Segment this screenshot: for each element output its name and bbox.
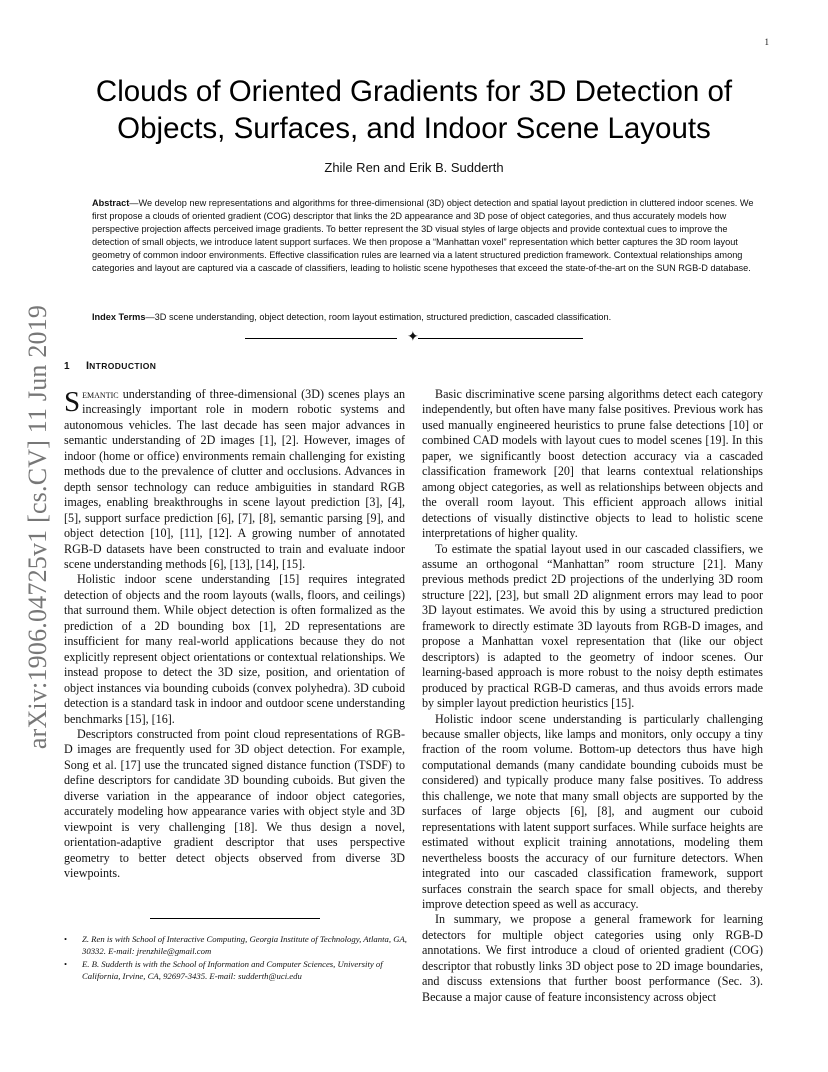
section-divider: [245, 331, 583, 345]
left-column: [64, 387, 405, 882]
index-terms-text: —3D scene understanding, object detection, room layout estimation, structured prediction, cascaded classification.: [145, 312, 612, 322]
divider-rule-right: [418, 338, 583, 339]
paper-authors: Zhile Ren and Erik B. Sudderth: [324, 160, 504, 175]
section-number: 1: [64, 361, 70, 372]
paragraph: Holistic indoor scene understanding is particularly challenging because smaller objects, like lamps and monitors, only occupy a tiny fraction of the room volume. Bottom-up detectors thus have high computational demands (many candidate bounding cuboids must be considered) and typically produce many false positives. To address this challenge, we note that many small objects are supported by the surfaces of large objects [6], [8], and augment our cuboid representations with latent support surfaces. While surface heights are estimated without explicit training annotations, modeling them nevertheless boosts the accuracy of our furniture detectors. When integrated into our cascaded classification framework, support surfaces constrain the search space for small objects, and thereby improve detection speed as well as accuracy.: [422, 711, 763, 911]
paragraph: Descriptors constructed from point cloud representations of RGB-D images are frequently used for 3D object detection. For example, Song et al. [17] use the truncated signed distance function (TSDF) to define descriptors for candidate 3D bounding cuboids. But given the diverse variation in the appearance of indoor object categories, accurately modeling how appearance varies with object style and 3D viewpoint is very challenging [18]. We thus design a novel, orientation-adaptive gradient descriptor that uses perspective geometry to better detect objects observed from diverse 3D viewpoints.: [64, 726, 405, 881]
page-number: 1: [764, 37, 769, 47]
paragraph-text: understanding of three-dimensional (3D) scenes plays an increasingly important role in modern robotic systems and autonomous vehicles. The last decade has seen major advances in semantic understanding of 2D images [1], [2]. However, images of indoor (home or office) environments remain challenging for existing methods due to the prevalence of clutter and occlusions. Advances in depth sensor technology can reduce ambiguities in standard RGB images, enabling breakthroughs in scene layout prediction [3], [4], [5], support surface prediction [6], [7], [8], semantic parsing [9], and object detection [10], [11], [12]. A growing number of annotated RGB-D datasets have been constructed to train and evaluate indoor scene understanding methods [6], [13], [14], [15].: [64, 387, 405, 571]
index-terms-label: Index Terms: [92, 312, 146, 322]
divider-rule-left: [245, 338, 397, 339]
divider-ornament-icon: ✦: [407, 330, 419, 345]
paragraph: Basic discriminative scene parsing algorithms detect each category independently, but often have many false positives. Previous work has used manually engineered heuristics to prune false detections [10] or combined CAD models with layout cues to model scenes [19]. In this paper, we significantly boost detection accuracy via a cascaded classification framework [20] that learns contextual relationships among object categories, as well as relationships between objects and the overall room layout. This efficient approach allows initial detections of visually distinctive objects to lead to holistic scene interpretations of higher quality.: [422, 387, 763, 541]
section-heading: [64, 360, 156, 372]
paragraph: [64, 387, 405, 572]
section-title-rest: NTRODUCTION: [89, 361, 157, 371]
smallcaps-lead: emantic: [82, 387, 119, 401]
footnote-text: E. B. Sudderth is with the School of Information and Computer Sciences, University of California, Irvine, CA, 92697-3435. E-mail: sudderth@uci.edu: [82, 958, 383, 982]
paragraph: To estimate the spatial layout used in our cascaded classifiers, we assume an orthogonal “Manhattan” room structure [21]. Many previous methods predict 2D projections of the underlying 3D room structure [22], [23], but small 2D alignment errors may lead to poor 3D layout estimates. We avoid this by using a structured prediction framework to directly estimate 3D layouts from RGB-D images, and propose a Manhattan voxel representation that (like our object descriptors) is adapted to the geometry of indoor scenes. Our learning-based approach is more robust to the noisy depth estimates produced by practical RGB-D cameras, and thus avoids errors made by simpler layout prediction heuristics [15].: [422, 541, 763, 711]
abstract-text: —We develop new representations and algorithms for three-dimensional (3D) object detection and spatial layout prediction in cluttered indoor scenes. We first propose a clouds of oriented gradient (COG) descriptor that links the 2D appearance and 3D pose of object categories, and thus accurately models how perspective projection affects perceived image gradients. To better represent the 3D visual styles of large objects and provide contextual cues to improve the detection of small objects, we introduce latent support surfaces. We then propose a “Manhattan voxel” representation which better captures the 3D room layout geometry of common indoor environments. Effective classification rules are learned via a latent structured prediction framework. Contextual relationships among categories and layout are captured via a cascade of classifiers, leading to holistic scene hypotheses that exceed the state-of-the-art on the SUN RGB-D database.: [92, 198, 754, 274]
footnote-text: Z. Ren is with School of Interactive Computing, Georgia Institute of Technology, Atlanta, GA, 30332. E-mail: jrenzhile@gmail.com: [82, 934, 407, 957]
footnotes: [64, 933, 409, 983]
drop-cap: S: [64, 386, 81, 418]
bullet-icon: •: [64, 934, 68, 944]
bullet-icon: •: [64, 958, 68, 969]
abstract-label: Abstract: [92, 198, 130, 208]
abstract: [92, 197, 764, 276]
footnote-rule: [150, 918, 320, 919]
arxiv-stamp[interactable]: arXiv:1906.04725v1 [cs.CV] 11 Jun 2019: [23, 304, 52, 750]
paragraph: In summary, we propose a general framework for learning detectors for multiple object categories using only RGB-D annotations. We first introduce a cloud of oriented gradient (COG) descriptor that robustly links 3D object pose to 2D image boundaries, and discuss extensions that further boost performance (Sec. 3). Because a major cause of feature inconsistency across object: [422, 912, 763, 1004]
footnote-item: [64, 933, 409, 958]
footnote-item: [64, 958, 409, 983]
section-title-initial: I: [86, 360, 90, 372]
right-column: [422, 387, 763, 1005]
paragraph: Holistic indoor scene understanding [15] requires integrated detection of objects and the room layouts (walls, floors, and ceilings) that surround them. While object detection is often formalized as the prediction of a 2D bounding box [1], 2D representations are insufficient for many real-world applications because they do not explicitly represent object orientations or contextual relationships. We instead propose to detect the 3D size, position, and orientation of object instances via bounding cuboids (convex polyhedra). 3D cuboid detection is a standard task in indoor and outdoor scene understanding benchmarks [15], [16].: [64, 572, 405, 726]
index-terms: [92, 311, 772, 324]
paper-title: Clouds of Oriented Gradients for 3D Detection of Objects, Surfaces, and Indoor Scene Layouts: [95, 75, 733, 145]
